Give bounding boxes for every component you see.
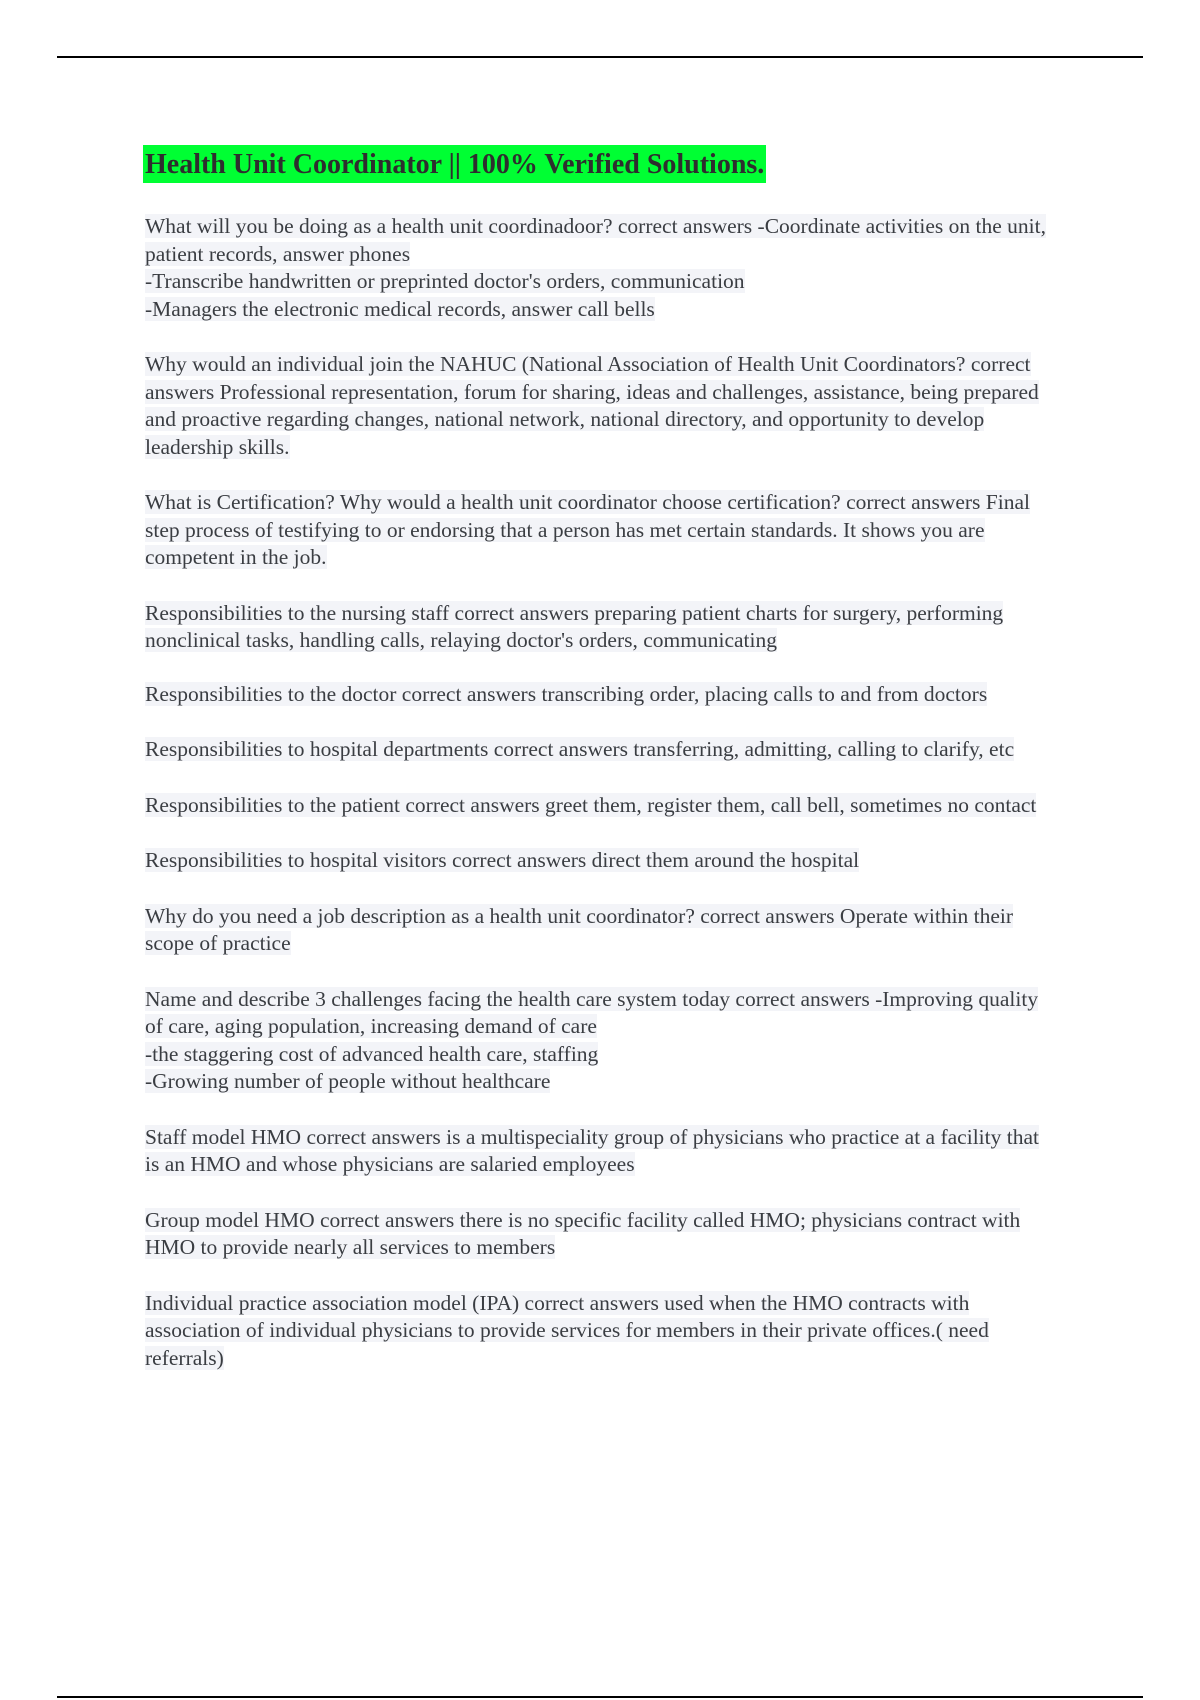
qa-entry [145,681,1055,709]
qa-line [145,681,1055,709]
qa-line-text: Individual practice association model (IPA) correct answers used when the HMO contracts with association of individual physicians to provide services for members in their private offices.( need referrals) [145,1290,989,1370]
qa-entry [145,1290,1055,1373]
qa-line-text: Responsibilities to the nursing staff correct answers preparing patient charts for surgery, performing nonclinical tasks, handling calls, relaying doctor's orders, communicating [145,600,1004,652]
qa-line [145,736,1055,764]
qa-line [145,792,1055,820]
qa-line [145,986,1055,1041]
qa-line [145,351,1055,461]
qa-line-text: Name and describe 3 challenges facing the health care system today correct answers -Improving quality of care, aging population, increasing demand of care [145,986,1039,1038]
qa-entry [145,847,1055,875]
header-rule [57,56,1143,58]
qa-line-text: Staff model HMO correct answers is a multispeciality group of physicians who practice at a facility that is an HMO and whose physicians are salaried employees [145,1124,1039,1176]
qa-entry [145,986,1055,1096]
qa-line [145,1068,1055,1096]
qa-entry [145,736,1055,764]
qa-entry [145,792,1055,820]
qa-line [145,268,1055,296]
qa-line [145,903,1055,958]
qa-entry [145,1124,1055,1179]
qa-line-text: -Transcribe handwritten or preprinted doctor's orders, communication [145,269,745,293]
qa-entry [145,213,1055,323]
qa-line [145,847,1055,875]
footer-rule [57,1696,1143,1698]
qa-entry [145,903,1055,958]
qa-entry [145,351,1055,461]
qa-entry [145,600,1055,655]
qa-line-text: Why do you need a job description as a health unit coordinator? correct answers Operate within their scope of practice [145,903,1014,955]
qa-line [145,1124,1055,1179]
document-body [145,145,1055,1372]
qa-line-text: What will you be doing as a health unit coordinadoor? correct answers -Coordinate activities on the unit, patient records, answer phones [145,214,1046,266]
qa-line [145,1041,1055,1069]
qa-line [145,296,1055,324]
qa-line [145,213,1055,268]
qa-line-text: -Growing number of people without healthcare [145,1069,551,1093]
qa-list [145,213,1055,1372]
qa-line-text: -Managers the electronic medical records, answer call bells [145,296,655,321]
qa-line-text: -the staggering cost of advanced health care, staffing [145,1041,599,1066]
qa-entry [145,489,1055,572]
qa-entry [145,1207,1055,1262]
qa-line-text: Responsibilities to hospital visitors correct answers direct them around the hospital [145,848,860,872]
qa-line-text: Responsibilities to the patient correct answers greet them, register them, call bell, sometimes no contact [145,792,1037,817]
qa-line [145,489,1055,572]
qa-line [145,1290,1055,1373]
qa-line-text: Responsibilities to the doctor correct answers transcribing order, placing calls to and from doctors [145,681,988,706]
qa-line-text: Responsibilities to hospital departments correct answers transferring, admitting, calling to clarify, etc [145,737,1015,761]
qa-line-text: Group model HMO correct answers there is no specific facility called HMO; physicians contract with HMO to provide nearly all services to members [145,1207,1021,1259]
document-title: Health Unit Coordinator || 100% Verified Solutions. [143,145,766,183]
qa-line-text: Why would an individual join the NAHUC (National Association of Health Unit Coordinators? correct answers Professional representation, forum for sharing, ideas and challenges, assistance, being prepared and proactive regarding changes, national network, national directory, and opportunity to develop leadership skills. [145,352,1039,459]
qa-line-text: What is Certification? Why would a health unit coordinator choose certification? correct answers Final step process of testifying to or endorsing that a person has met certain standards. It shows you are competent in the job. [145,490,1030,569]
qa-line [145,1207,1055,1262]
qa-line [145,600,1055,655]
